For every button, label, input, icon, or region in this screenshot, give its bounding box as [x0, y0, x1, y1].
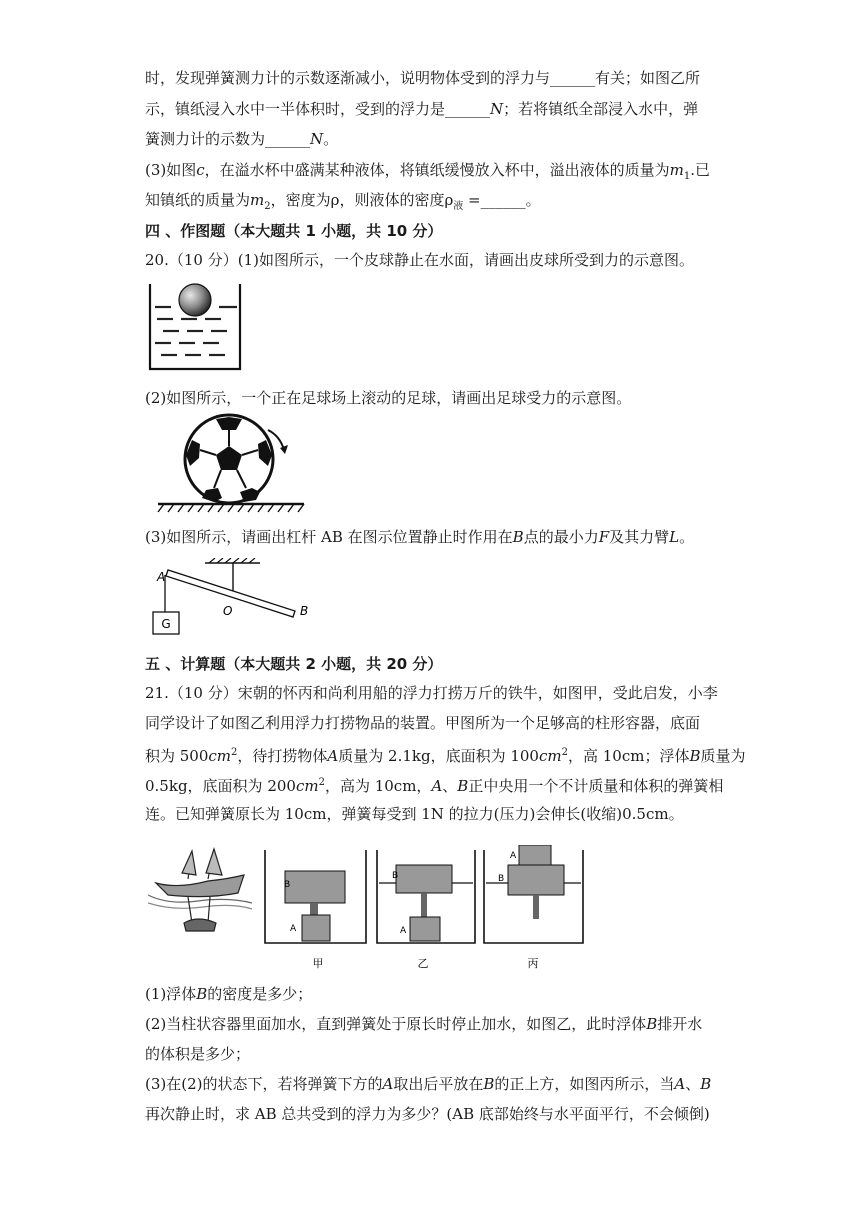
math: m [669, 161, 684, 179]
caption-bing: 丙 [527, 957, 539, 970]
math-sup: 2 [318, 777, 325, 788]
q19-line-2 [145, 99, 698, 119]
text: ，密度为ρ，则液体的密度ρ [270, 191, 454, 209]
text: 时，发现弹簧测力计的示数逐渐减小，说明物体受到的浮力与______有关；如图乙所 [145, 69, 701, 87]
q21-sub-2b: 的体积是多少； [145, 1045, 251, 1063]
q21-sub-3a [145, 1074, 711, 1094]
q21-line-4 [145, 773, 723, 796]
caption-yi: 乙 [417, 957, 429, 970]
label-a: A [157, 570, 166, 584]
q19-line-5 [145, 190, 541, 217]
math: B [646, 1015, 658, 1033]
label-b-bing: B [498, 874, 505, 884]
text: ，待打捞物体 [237, 747, 328, 765]
text: 积为 500 [145, 747, 209, 765]
floating-ball-figure [147, 282, 243, 372]
text: (2)当柱状容器里面加水，直到弹簧处于原长时停止加水，如图乙，此时浮体 [145, 1015, 647, 1033]
text: 、 [442, 777, 458, 795]
label-a-jia: A [290, 924, 297, 934]
q19-line-1 [145, 68, 700, 88]
q20-part-3 [145, 527, 694, 547]
label-g: G [161, 617, 171, 631]
caption-jia: 甲 [312, 957, 324, 970]
math: A [431, 777, 443, 795]
math: B [457, 777, 469, 795]
text: 的密度是多少； [207, 985, 313, 1003]
math: B [700, 1075, 712, 1093]
math: c [196, 161, 205, 179]
text: (1)浮体 [145, 985, 197, 1003]
text: 正中央用一个不计质量和体积的弹簧相 [468, 777, 724, 795]
label-b-yi: B [392, 871, 399, 881]
salvage-figure [148, 845, 590, 975]
math: cm [295, 777, 319, 795]
label-o: O [223, 604, 233, 618]
text: 0.5kg，底面积为 200 [145, 777, 296, 795]
text: ，高为 10cm， [324, 777, 432, 795]
math: L [669, 528, 680, 546]
q21-sub-2a [145, 1014, 702, 1034]
math: A [382, 1075, 394, 1093]
text: 的正上方，如图丙所示，当 [494, 1075, 675, 1093]
label-a-bing: A [510, 851, 517, 861]
text: =______。 [463, 191, 541, 209]
text: 取出后平放在 [393, 1075, 484, 1093]
math-sub: 液 [453, 201, 464, 212]
math: B [689, 747, 701, 765]
section-5-heading: 五 、计算题（本大题共 2 小题，共 20 分） [145, 655, 443, 673]
ball-icon [179, 284, 211, 316]
q21-line-3 [145, 743, 746, 766]
math: cm [208, 747, 232, 765]
math-sup: 2 [231, 747, 238, 758]
unit-symbol: N [490, 100, 504, 118]
q20-intro: 20.（10 分）(1)如图所示，一个皮球静止在水面，请画出皮球所受到力的示意图。 [145, 251, 694, 269]
math: A [674, 1075, 686, 1093]
q20-part-2: (2)如图所示，一个正在足球场上滚动的足球，请画出足球受力的示意图。 [145, 389, 632, 407]
text: ；若将镇纸全部浸入水中，弹 [503, 100, 699, 118]
math: B [196, 985, 208, 1003]
text: (3)在(2)的状态下，若将弹簧下方的 [145, 1075, 383, 1093]
text: 。 [679, 528, 695, 546]
text: 质量为 2.1kg，底面积为 100 [338, 747, 539, 765]
math-sub: 2 [264, 201, 271, 212]
text: ，在溢水杯中盛满某种液体，将镇纸缓慢放入杯中，溢出液体的质量为 [204, 161, 670, 179]
q21-line-5: 连。已知弹簧原长为 10cm，弹簧每受到 1N 的拉力(压力)会伸长(收缩)0.5cm。 [145, 805, 684, 823]
lever-figure [145, 558, 320, 640]
label-a-yi: A [400, 926, 407, 936]
q19-line-4 [145, 160, 710, 187]
text: 、 [685, 1075, 701, 1093]
math: cm [538, 747, 562, 765]
text: 簧测力计的示数为______ [145, 130, 311, 148]
q21-sub-3b: 再次静止时，求 AB 总共受到的浮力为多少？(AB 底部始终与水平面平行，不会倾倒) [145, 1105, 710, 1123]
q21-line-1: 21.（10 分）宋朝的怀丙和尚利用船的浮力打捞万斤的铁牛，如图甲，受此启发，小李 [145, 684, 718, 702]
math-sup: 2 [561, 747, 568, 758]
math-sub: 1 [683, 171, 691, 182]
text: (3)如图 [145, 161, 197, 179]
soccer-ball-figure [156, 410, 306, 514]
math: B [512, 528, 524, 546]
unit-symbol: N [310, 130, 324, 148]
section-4-heading: 四 、作图题（本大题共 1 小题，共 10 分） [145, 222, 443, 240]
text: 知镇纸的质量为 [145, 191, 251, 209]
math: B [483, 1075, 495, 1093]
q21-sub-1 [145, 984, 312, 1004]
boat-sketch-icon [148, 849, 252, 931]
math: F [598, 528, 610, 546]
text: (3)如图所示，请画出杠杆 AB 在图示位置静止时作用在 [145, 528, 513, 546]
text: 质量为 [700, 747, 746, 765]
math: m [250, 191, 265, 209]
label-b: B [300, 604, 309, 618]
text: .已 [690, 161, 711, 179]
text: 。 [323, 130, 339, 148]
text: 及其力臂 [609, 528, 670, 546]
text: 点的最小力 [523, 528, 599, 546]
label-b-jia: B [284, 880, 291, 890]
math: A [327, 747, 339, 765]
q19-line-3 [145, 129, 338, 149]
text: 示，镇纸浸入水中一半体积时，受到的浮力是______ [145, 100, 491, 118]
text: 排开水 [657, 1015, 703, 1033]
q21-line-2: 同学设计了如图乙利用浮力打捞物品的装置。甲图所为一个足够高的柱形容器，底面 [145, 714, 701, 732]
text: ，高 10cm；浮体 [567, 747, 690, 765]
